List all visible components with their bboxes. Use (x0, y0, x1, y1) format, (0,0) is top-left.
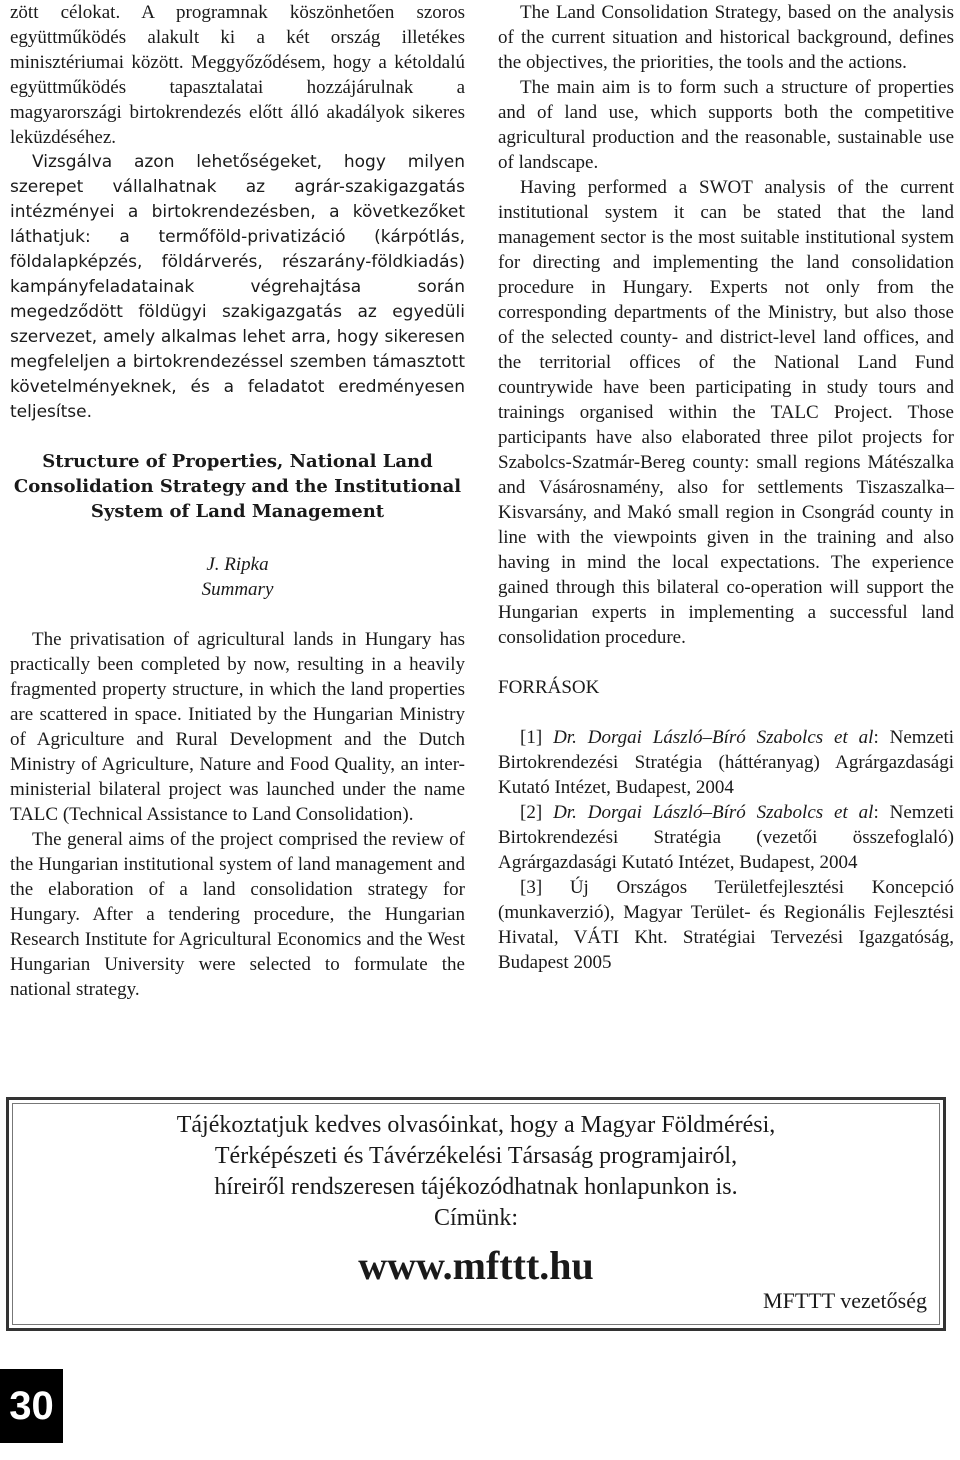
reference-authors: Dr. Dorgai László–Bíró Szabolcs et al (553, 802, 874, 823)
reference-text: : Nemzeti Birtokrendezési Stratégia (vezetői összefoglaló) Agrárgazdasági Kutató Intézet, Budapest, 2004 (498, 802, 954, 873)
references-title: FORRÁSOK (498, 677, 600, 698)
reference-label: [2] (520, 802, 543, 823)
reference-label: [3] (520, 877, 543, 898)
paragraph: zött célokat. A programnak köszönhetően szoros együttműködés alakult ki a két ország illetékes minisztériumai között. Meggyőződésem, hogy a kétoldalú együttműködés tapasztalatai hozzájárulnak a magyarországi birtokrendezés előtt álló akadályok sikeres leküzdéséhez. (10, 2, 465, 148)
summary-author: J. Ripka (206, 554, 269, 575)
reference-item (498, 725, 954, 800)
left-column (10, 0, 465, 1002)
reference-item (498, 800, 954, 875)
paragraph: The privatisation of agricultural lands in Hungary has practically been completed by now, resulting in a heavily fragmented property structure, in which the land properties are scattered in space. Initiated by the Hungarian Ministry of Agriculture and Rural Development and the Dutch Ministry of Agriculture, Nature and Food Quality, an inter-ministerial bilateral project was launched under the name TALC (Technical Assistance to Land Consolidation). (10, 629, 465, 825)
paragraph: Having performed a SWOT analysis of the current institutional system it can be stated that the land management sector is the most suitable institutional system for directing and implementing the land consolidation procedure in Hungary. Experts not only from the corresponding departments of the Ministry, but also those of the selected county- and district-level land offices, and the territorial offices of the National Land Fund countrywide have been participating in study tours and trainings organised within the TALC Project. Those participants have also elaborated three pilot projects for Szabolcs-Szatmár-Bereg county: small regions Mátészalka and Vásárosnamény, also for settlements Tiszaszalka–Kisvarsány, and Makó small region in Csongrád county in line with the viewpoints given in the training and also having in mind the local expectations. The experience gained through this bilateral co-operation will support the Hungarian experts in implementing a successful land consolidation procedure. (498, 177, 954, 648)
reference-authors: Dr. Dorgai László–Bíró Szabolcs et al (553, 727, 874, 748)
right-column (498, 0, 954, 975)
summary-title: Structure of Properties, National Land Consolidation Strategy and the Institutional System of Land Management (13, 451, 462, 522)
paragraph: The Land Consolidation Strategy, based on the analysis of the current situation and historical background, defines the objectives, the priorities, the tools and the actions. (498, 2, 954, 73)
summary-label: Summary (201, 579, 274, 600)
paragraph: Vizsgálva azon lehetőségeket, hogy milyen szerepet vállalhatnak az agrár-szakigazgatás intézményei a birtokrendezésben, a következőket láthatjuk: a termőföld-privatizáció (kárpótlás, földalapképzés, földárverés, részarány-földkiadás) kampányfeladatainak végrehajtása során megedződött földügyi szakigazgatás az egyedüli szervezet, amely alkalmas lehet arra, hogy sikeresen megfeleljen a birtokrendezéssel szemben támasztott követelményeknek, és a feladatot eredményesen teljesítse. (10, 152, 465, 422)
reference-label: [1] (520, 727, 543, 748)
notice-box (6, 1097, 946, 1331)
website-link[interactable]: www.mfttt.hu (358, 1243, 594, 1288)
notice-line: híreiről rendszeresen tájékozódhatnak honlapunkon is. (214, 1174, 738, 1200)
notice-signature: MFTTT vezetőség (763, 1288, 927, 1313)
notice-line: Címünk: (433, 1205, 518, 1231)
reference-text: : Nemzeti Birtokrendezési Stratégia (háttéranyag) Agrárgazdasági Kutató Intézet, Budapest, 2004 (498, 727, 954, 798)
reference-item (498, 875, 954, 975)
reference-text: Új Országos Területfejlesztési Koncepció (munkaverzió), Magyar Terület- és Regionális Fejlesztési Hivatal, VÁTI Kht. Stratégiai Tervezési Igazgatóság, Budapest 2005 (498, 877, 954, 973)
page-number: 30 (0, 1369, 63, 1443)
notice-line: Térképészeti és Távérzékelési Társaság programjairól, (214, 1143, 738, 1169)
notice-line: Tájékoztatjuk kedves olvasóinkat, hogy a Magyar Földmérési, (176, 1112, 776, 1138)
paragraph: The main aim is to form such a structure of properties and of land use, which supports both the competitive agricultural production and the reasonable, sustainable use of landscape. (498, 77, 954, 173)
paragraph: The general aims of the project comprised the review of the Hungarian institutional system of land management and the elaboration of a land consolidation strategy for Hungary. After a tendering procedure, the Hungarian Research Institute for Agricultural Economics and the West Hungarian University were selected to formulate the national strategy. (10, 829, 465, 1000)
